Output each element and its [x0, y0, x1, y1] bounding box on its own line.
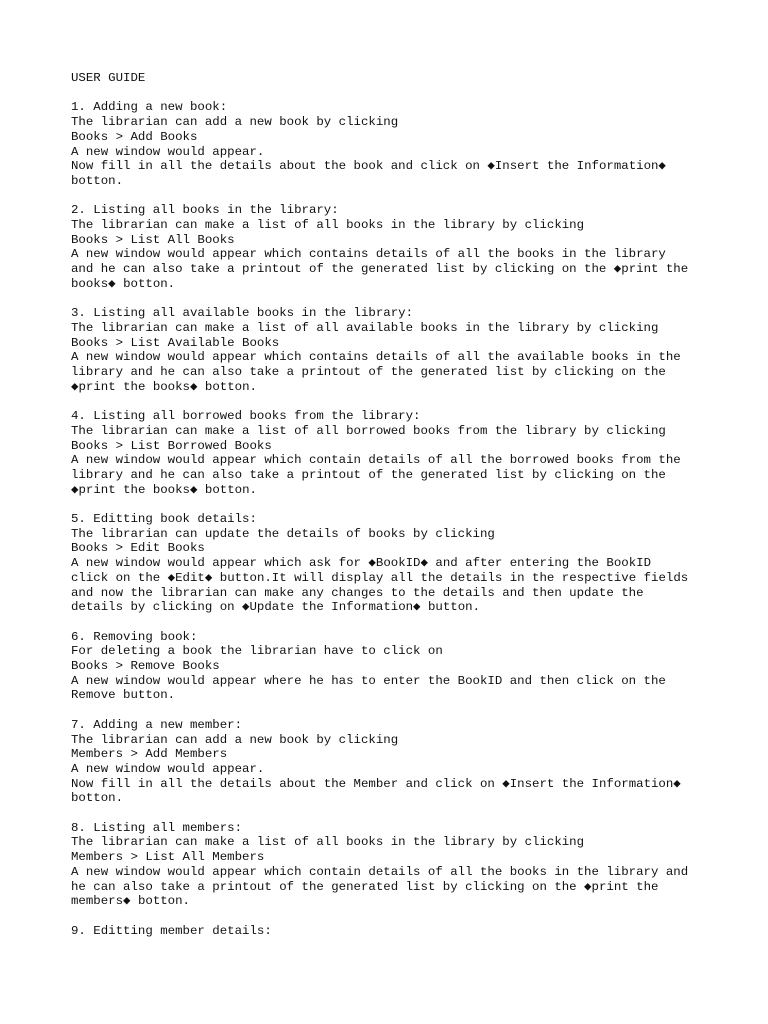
section-line: The librarian can add a new book by clicking: [71, 732, 399, 747]
document-title: USER GUIDE: [71, 71, 146, 85]
guide-section: [71, 100, 711, 188]
section-line: ◆print the books◆ botton.: [71, 482, 257, 497]
section-line: he can also take a printout of the generated list by clicking on the ◆print the: [71, 879, 659, 894]
section-line: Books > Edit Books: [71, 541, 205, 556]
section-line: Members > Add Members: [71, 747, 228, 762]
guide-section: [71, 924, 711, 939]
guide-section: [71, 306, 711, 394]
guide-section: [71, 718, 711, 806]
section-line: Remove button.: [71, 688, 176, 703]
section-line: members◆ botton.: [71, 894, 190, 909]
section-line: library and he can also take a printout of the generated list by clicking on the: [71, 365, 666, 380]
section-line: ◆print the books◆ botton.: [71, 379, 257, 394]
guide-section: [71, 409, 711, 497]
section-heading: 8. Listing all members:: [71, 820, 243, 835]
guide-section: [71, 821, 711, 909]
section-line: botton.: [71, 173, 124, 188]
section-heading: 2. Listing all books in the library:: [71, 203, 339, 218]
section-line: The librarian can make a list of all borrowed books from the library by clicking: [71, 423, 666, 438]
user-guide-page: [71, 71, 711, 953]
section-line: details by clicking on ◆Update the Information◆ button.: [71, 600, 481, 615]
section-line: A new window would appear which ask for ◆BookID◆ and after entering the BookID: [71, 556, 652, 571]
section-heading: 5. Editting book details:: [71, 512, 257, 527]
section-line: For deleting a book the librarian have to click on: [71, 644, 443, 659]
section-line: Books > Add Books: [71, 129, 198, 144]
section-line: botton.: [71, 791, 124, 806]
section-heading: 6. Removing book:: [71, 629, 198, 644]
section-line: A new window would appear where he has to enter the BookID and then click on the: [71, 673, 666, 688]
section-line: books◆ botton.: [71, 276, 176, 291]
section-line: Books > Remove Books: [71, 659, 220, 674]
section-line: library and he can also take a printout of the generated list by clicking on the: [71, 467, 666, 482]
section-line: The librarian can make a list of all available books in the library by clicking: [71, 320, 659, 335]
section-heading: 1. Adding a new book:: [71, 100, 228, 115]
guide-section: [71, 203, 711, 291]
section-heading: 3. Listing all available books in the library:: [71, 306, 414, 321]
section-line: Now fill in all the details about the book and click on ◆Insert the Information◆: [71, 159, 666, 174]
section-heading: 9. Editting member details:: [71, 923, 272, 938]
section-line: The librarian can update the details of books by clicking: [71, 526, 495, 541]
section-line: and he can also take a printout of the generated list by clicking on the ◆print the: [71, 262, 689, 277]
section-line: A new window would appear which contains details of all the books in the library: [71, 247, 666, 262]
section-line: The librarian can make a list of all books in the library by clicking: [71, 218, 585, 232]
section-heading: 7. Adding a new member:: [71, 717, 243, 732]
section-line: Books > List Available Books: [71, 335, 280, 350]
section-line: Books > List Borrowed Books: [71, 438, 272, 453]
section-line: A new window would appear which contains details of all the available books in the: [71, 350, 681, 365]
section-line: The librarian can make a list of all books in the library by clicking: [71, 835, 585, 850]
section-line: and now the librarian can make any changes to the details and then update the: [71, 585, 644, 600]
section-line: A new window would appear which contain details of all the borrowed books from the: [71, 453, 681, 468]
section-line: The librarian can add a new book by clicking: [71, 115, 399, 130]
sections-container: [71, 100, 711, 938]
guide-section: [71, 512, 711, 615]
section-heading: 4. Listing all borrowed books from the library:: [71, 409, 421, 424]
section-line: Members > List All Members: [71, 850, 265, 865]
section-line: click on the ◆Edit◆ button.It will display all the details in the respective fields: [71, 570, 689, 585]
section-line: A new window would appear which contain details of all the books in the library and: [71, 864, 689, 879]
guide-section: [71, 630, 711, 704]
section-line: A new window would appear.: [71, 144, 265, 159]
section-line: Now fill in all the details about the Member and click on ◆Insert the Information◆: [71, 776, 681, 791]
section-line: A new window would appear.: [71, 761, 265, 776]
section-line: Books > List All Books: [71, 232, 235, 247]
